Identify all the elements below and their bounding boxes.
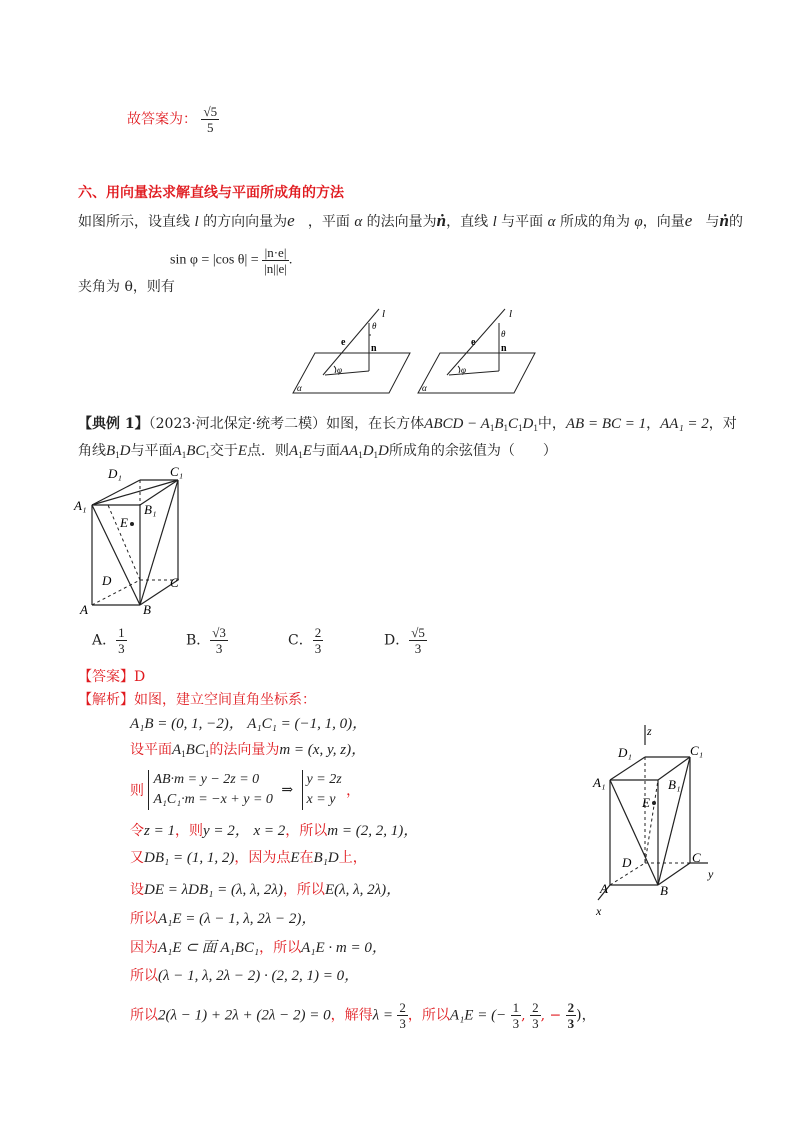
answer-label: 故答案为： — [127, 111, 197, 128]
intro-line-1: 如图所示，设直线 l 的方向向量为e⃗，平面 α 的法向量为ṅ，直线 l 与平面 α 所成的角为 φ，向量e⃗与ṅ的 — [78, 211, 743, 230]
coordinate-cuboid-figure — [590, 725, 720, 920]
analysis-line-9: 所以(λ − 1, λ, 2λ − 2) · (2, 2, 1) = 0， — [130, 968, 360, 984]
svg-text:A₁: A₁ — [74, 498, 87, 513]
analysis-line-6: 设DE = λDB₁ = (λ, λ, 2λ)，所以E(λ, λ, 2λ)， — [130, 882, 402, 898]
svg-text:φ: φ — [461, 365, 466, 375]
cuboid-name: ABCD − $A_1B_1C_1D_1$ — [424, 416, 538, 433]
cuboid-figure — [70, 462, 195, 622]
label-l-left: l — [382, 308, 386, 320]
svg-text:E: E — [120, 515, 128, 530]
analysis-line-1: A₁B = (0, 1, −2)， A₁C₁ = (−1, 1, 0)， — [130, 716, 368, 732]
svg-text:l: l — [509, 308, 513, 320]
svg-text:θ: θ — [372, 321, 377, 331]
answer-row: 【答案】D — [78, 669, 146, 685]
svg-text:B₁: B₁ — [668, 777, 681, 792]
svg-text:C: C — [170, 575, 179, 590]
analysis-line-4: 令z = 1，则y = 2， x = 2，所以m = (2, 2, 1)， — [130, 823, 419, 839]
choice-a: A． $\frac{1}{3}$ — [92, 625, 125, 656]
svg-text:A: A — [80, 602, 88, 617]
section-title: 六、用向量法求解直线与平面所成角的方法 — [78, 185, 344, 201]
svg-text:C₁: C₁ — [170, 464, 184, 479]
choice-c: C． $\frac{2}{3}$ — [288, 625, 322, 656]
diagram-right — [418, 309, 535, 393]
example-line-2: 角线$B_1D$与平面$A_1BC_1$交于E点．则$A_1E$与面$AA_1D_1D$所成角的余弦值为（ ） — [78, 443, 557, 460]
vector-e: e⃗ — [287, 211, 308, 230]
analysis-line-7: 所以A₁E = (λ − 1, λ, 2λ − 2)， — [130, 911, 317, 927]
svg-text:n: n — [501, 343, 507, 354]
analysis-line-8: 因为A₁E ⊂ 面 A₁BC₁，所以A₁E · m = 0， — [130, 940, 387, 956]
svg-text:A: A — [600, 881, 608, 896]
svg-text:B: B — [660, 883, 668, 898]
analysis-line-5: 又DB₁ = (1, 1, 2)，因为点E在B₁D上， — [130, 850, 367, 866]
svg-text:e: e — [341, 337, 346, 348]
svg-text:D₁: D₁ — [618, 745, 632, 760]
svg-text:E: E — [642, 795, 650, 810]
svg-text:y: y — [708, 867, 714, 881]
svg-text:φ: φ — [337, 365, 342, 375]
svg-text:B: B — [143, 602, 151, 617]
svg-text:D: D — [102, 573, 112, 588]
diagram-left — [293, 309, 410, 393]
svg-text:x: x — [596, 904, 602, 918]
svg-text:α: α — [297, 383, 302, 393]
svg-text:e: e — [471, 337, 476, 348]
analysis-line-2: 设平面$A_1BC_1$的法向量为m = (x, y, z)， — [130, 742, 367, 759]
svg-text:n: n — [371, 343, 377, 354]
vector-n: ṅ — [436, 211, 447, 230]
example-line-1: 【典例 1】（2023·河北保定·统考二模）如图，在长方体ABCD − $A_1B_1C_1D_1$中，AB = BC = 1，AA₁ = 2，对 — [78, 416, 737, 433]
svg-text:C: C — [692, 850, 701, 865]
angle-diagrams — [285, 305, 555, 400]
analysis-intro: 【解析】如图，建立空间直角坐标系： — [78, 692, 316, 708]
svg-text:B₁: B₁ — [144, 502, 157, 517]
svg-text:A₁: A₁ — [593, 775, 606, 790]
formula: sin φ = |cos θ| = $\frac{|n\cdot e|}{|n||e|}$ . — [170, 245, 293, 276]
svg-text:θ: θ — [501, 329, 506, 339]
analysis-line-10: 所以2(λ − 1) + 2λ + (2λ − 2) = 0，解得λ = $\frac{2}{3}$ ，所以A₁E = (− $\frac{1}{3}$ , $\frac{2}{3}$ , − $\frac{2}{3}$ )， — [130, 1000, 596, 1031]
svg-text:D: D — [622, 855, 632, 870]
choice-d: D． $\frac{√5}{3}$ — [384, 625, 425, 656]
example-tag: 【典例 1】 — [78, 416, 149, 432]
intro-line-2: 夹角为 θ，则有 — [78, 279, 175, 295]
analysis-line-3: 则 AB·m = y − 2z = 0 A₁C₁·m = −x + y = 0 ⇒ y = 2z x = y ， — [130, 770, 360, 810]
svg-text:D₁: D₁ — [108, 466, 122, 481]
answer-fraction: $\frac{√5}{5}$ — [203, 104, 218, 135]
svg-text:z: z — [647, 725, 652, 738]
svg-text:C₁: C₁ — [690, 743, 704, 758]
svg-text:α: α — [422, 383, 427, 393]
choice-b: B． $\frac{√3}{3}$ — [186, 625, 226, 656]
answer-line — [127, 104, 219, 135]
